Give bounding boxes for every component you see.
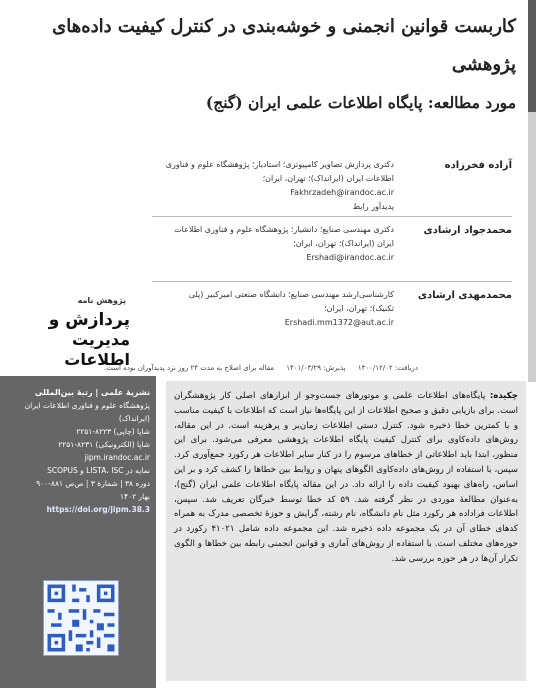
journal-volume: دوره ۳۸ | شمارهٔ ۳ | ص‌ص ۸۸۱-۹۰۰	[36, 479, 150, 488]
author-email[interactable]: Ershadi@irandoc.ac.ir	[306, 253, 394, 262]
article-dates	[18, 364, 418, 372]
journal-indexing: نمایه در LISTA، ISC و SCOPUS	[47, 466, 150, 475]
qr-code	[43, 580, 119, 656]
affiliation-text: دکتری مهندسی صنایع؛ دانشیار؛ پژوهشگاه علوم و فناوری اطلاعات ایران (ایرانداک)؛ تهران، ایران؛	[174, 225, 394, 248]
accepted-date: پذیرش: ۱۴۰۱/۰۳/۲۹	[286, 364, 346, 372]
doi-link[interactable]: https://doi.org/jipm.38.3	[46, 505, 150, 514]
issn-online: شاپا (الکترونیکی) ۸۲۳۱-۲۲۵۱	[58, 440, 150, 449]
author-list	[152, 152, 512, 346]
page-subtitle: مورد مطالعه: پایگاه اطلاعات علمی ایران (گنج)	[205, 93, 516, 112]
author-block	[152, 152, 512, 216]
author-affiliation	[164, 288, 394, 330]
author-name: محمدجواد ارشادی	[423, 225, 512, 236]
author-block	[152, 216, 512, 281]
header-accent-bar	[528, 0, 536, 112]
author-email[interactable]: Ershadi.mm1372@aut.ac.ir	[284, 318, 394, 327]
revision-note: مقاله برای اصلاح به مدت ۲۴ روز نزد پدیدآوران بوده است.	[103, 364, 274, 372]
author-role: پدیدآور رابط	[352, 202, 394, 211]
received-date: دریافت: ۱۴۰۰/۱۲/۰۲	[357, 364, 418, 372]
page-title: کاربست قوانین انجمنی و خوشه‌بندی در کنترل کیفیت داده‌های پژوهشی	[52, 16, 516, 75]
journal-season: بهار ۱۴۰۲	[120, 492, 150, 501]
journal-website[interactable]: jipm.irandoc.ac.ir	[84, 453, 150, 462]
journal-publisher: پژوهشگاه علوم و فناوری اطلاعات ایران (ایرانداک)	[24, 401, 150, 423]
author-name: محمدمهدی ارشادی	[417, 290, 512, 301]
journal-info	[6, 386, 150, 516]
author-name: آزاده فخرزاده	[444, 160, 512, 171]
abstract-text: پایگاه‌های اطلاعات علمی و موتورهای جست‌وجو از ابزارهای اصلی کار پژوهشگران است. برای بازیابی دقیق و صحیح اطلاعات از این پایگاه‌ها نیاز است که اطلاعات با کیفیت مناسب و با کمترین خطا ذخیره شود. کنترل دستی اطلاعات زمان‌بر و پرهزینه است. در این مقاله، روش‌های داده‌کاوی برای کنترل کیفیت پایگاه اطلاعات پژوهشی معرفی می‌شود. برای این منظور، ابتدا باید اطلاعاتی از خطاهای مرسوم را در کنار سایر اطلاعات هر رکورد جمع‌آوری کرد. سپس، با استفاده از روش‌های داده‌کاوی الگوهای پنهان و روابط بین خطاها را کشف کرد و بر این اساس، راه‌های بهبود کیفیت داده را ارائه داد. در این مقاله پایگاه اطلاعات علمی ایران (گنج)، به‌عنوان مطالعهٔ موردی در نظر گرفته شد. ۵۹ کد خطا توسط خبرگان تعریف شد. سپس، اطلاعات فراداده هر رکورد مثل نام دانشگاه، نام رشته، گرایش و حوزهٔ تخصصی مدرک به همراه کدهای خطای آن در یک مجموعه داده ذخیره شد. این مجموعه داده شامل ۴۱۰۲۱ رکورد در حوزه‌های مختلف است. با استفاده از روش‌های آماری و قوانین انجمنی رابطه بین خطاها و الگوی تکرار آن‌ها در هر حوزه بررسی شد.	[174, 391, 518, 564]
abstract-box	[166, 381, 526, 681]
abstract-label: چکیده:	[489, 391, 518, 401]
journal-logo: پژوهش نامه پردازش و مدیریت اطلاعات	[48, 296, 130, 369]
abstract-body	[166, 381, 526, 575]
author-email[interactable]: Fakhrzadeh@irandoc.ac.ir	[290, 188, 394, 197]
affiliation-text: کارشناسی‌ارشد مهندسی صنایع؛ دانشگاه صنعتی امیرکبیر (پلی تکنیک)؛ تهران، ایران؛	[188, 290, 394, 313]
affiliation-text: دکتری پردازش تصاویر کامپیوتری؛ استادیار؛ پژوهشگاه علوم و فناوری اطلاعات ایران (ایرانداک)؛ تهران، ایران؛	[165, 160, 394, 183]
side-accent-bar	[528, 112, 536, 382]
author-affiliation	[164, 223, 394, 265]
author-block	[152, 281, 512, 346]
issn-print: شاپا (چاپی) ۸۲۲۳-۲۲۵۱	[76, 427, 150, 436]
journal-name: نشریهٔ علمی | رتبهٔ بین‌المللی	[34, 388, 150, 397]
author-affiliation	[164, 158, 394, 214]
